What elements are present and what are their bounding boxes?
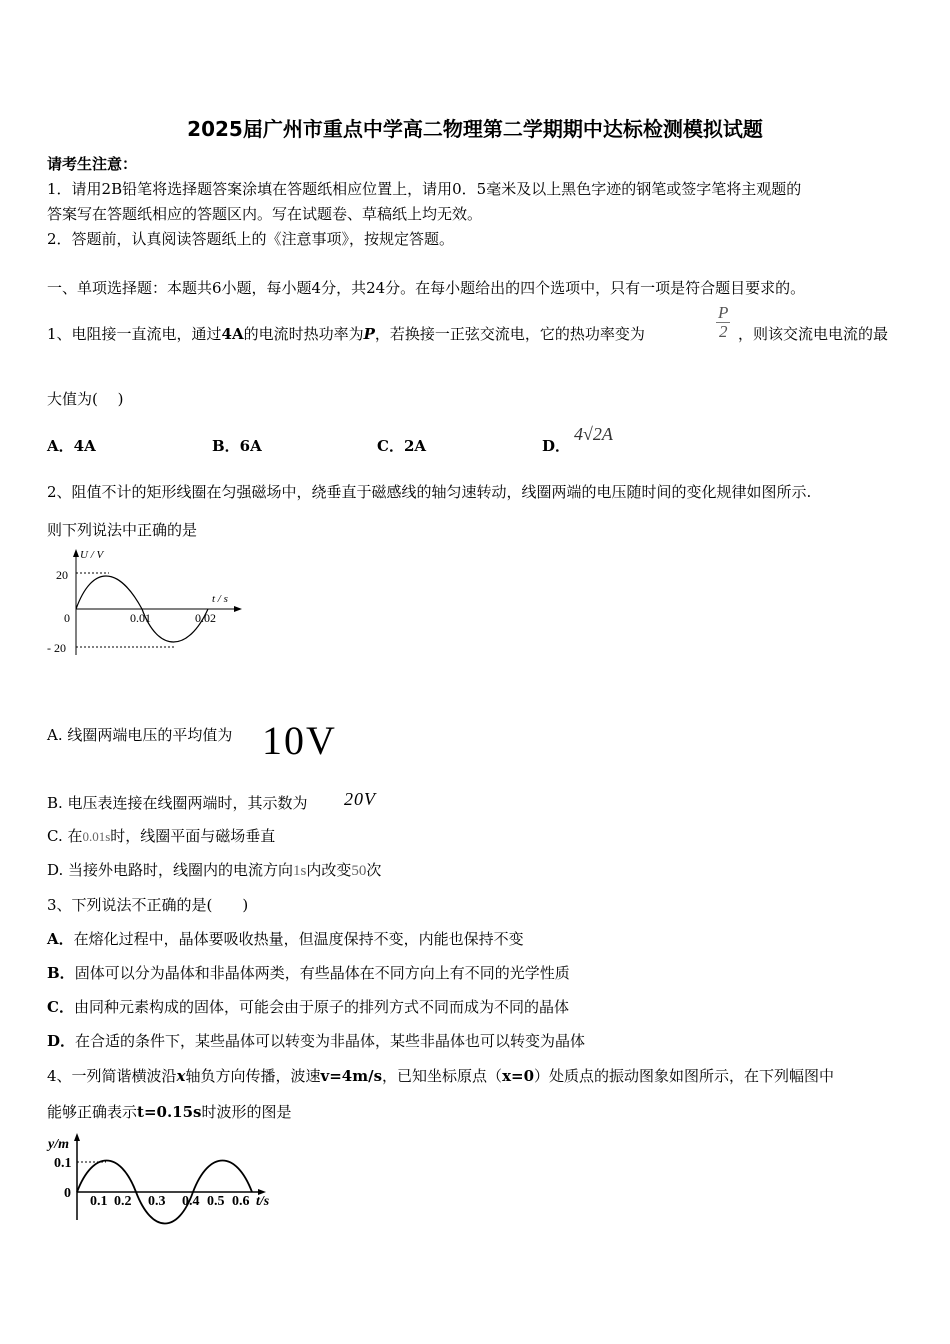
q4-y-top: 0.1 <box>54 1156 72 1171</box>
q4-x: x <box>176 1067 186 1085</box>
q4-line2b: 时波形的图是 <box>201 1103 292 1121</box>
q2-option-a-value: 10V <box>262 718 337 763</box>
q2-x-label: t / s <box>212 593 228 605</box>
q4-text-d: ）处质点的振动图象如图所示，在下列幅图中 <box>534 1067 835 1085</box>
q2-x-tick-1: 0.01 <box>130 611 151 625</box>
q2-option-a: A. 线圈两端电压的平均值为 <box>47 726 233 744</box>
q2-option-c <box>47 825 275 846</box>
q3-option-c <box>47 996 569 1017</box>
q4-x-label: t/s <box>256 1194 270 1209</box>
q1-text-a: 1、电阻接一直流电，通过 <box>47 325 222 343</box>
q2-voltage-graph <box>40 545 250 665</box>
q4-x0: x=0 <box>502 1067 535 1085</box>
notice-line-2: 2．答题前，认真阅读答题纸上的《注意事项》，按规定答题。 <box>47 230 455 248</box>
q2-origin: 0 <box>64 611 70 625</box>
q4-speed: v=4m/s <box>320 1067 383 1085</box>
page-title: 2025届广州市重点中学高二物理第二学期期中达标检测模拟试题 <box>187 117 763 141</box>
q4-vibration-graph <box>40 1130 290 1225</box>
q2-y-bottom: - 20 <box>47 641 66 655</box>
q1-frac-den: 2 <box>718 322 728 341</box>
q1-text-b: 的电流时热功率为 <box>243 325 364 343</box>
q4-text-c: ，已知坐标原点（ <box>382 1067 503 1085</box>
q1-option-b: B．6A <box>212 437 262 455</box>
q2-option-d-mid: 内改变 <box>306 861 352 879</box>
q4-time: t=0.15s <box>137 1103 202 1121</box>
q4-text-b: 轴负方向传播，波速 <box>185 1067 321 1085</box>
q4-stem-line-2 <box>47 1101 292 1122</box>
q2-stem-line-2: 则下列说法中正确的是 <box>47 521 198 539</box>
q2-option-b: B. 电压表连接在线圈两端时，其示数为 <box>47 794 308 812</box>
notice-line-1a: 1．请用2B铅笔将选择题答案涂填在答题纸相应位置上，请用0．5毫米及以上黑色字迹的钢笔或签字笔将主观题的 <box>47 180 802 198</box>
q4-origin: 0 <box>64 1186 71 1201</box>
notice-heading: 请考生注意： <box>47 155 138 173</box>
q2-option-d-value-2: 50 <box>351 863 367 879</box>
q2-option-d-value-1: 1s <box>293 863 307 879</box>
q4-x-tick-5: 0.5 <box>207 1194 225 1209</box>
q2-option-b-value: 20V <box>344 789 376 809</box>
q1-option-d-value: 4√2A <box>574 424 613 444</box>
q1-stem <box>47 323 645 344</box>
q3-option-c-text: 由同种元素构成的固体，可能会由于原子的排列方式不同而成为不同的晶体 <box>73 998 569 1016</box>
q4-y-label: y/m <box>48 1137 69 1152</box>
q2-option-d-pre: D. 当接外电路时，线圈内的电流方向 <box>47 861 294 879</box>
q1-option-d-label: D． <box>542 437 571 455</box>
q4-line2a: 能够正确表示 <box>47 1103 138 1121</box>
q3-option-d-label: D． <box>47 1032 76 1050</box>
q1-text-c: ，若换接一正弦交流电，它的热功率变为 <box>374 325 645 343</box>
q2-stem-line-1: 2、阻值不计的矩形线圈在匀强磁场中，绕垂直于磁感线的轴匀速转动，线圈两端的电压随时间的变化规律如图所示. <box>47 483 812 501</box>
q1-option-c: C．2A <box>377 437 427 455</box>
q4-x-tick-2: 0.2 <box>114 1194 132 1209</box>
q4-x-tick-3: 0.3 <box>148 1194 166 1209</box>
q1-power: P <box>363 325 375 343</box>
q1-option-a: A．4A <box>47 437 96 455</box>
q2-option-d <box>47 859 381 880</box>
q3-option-a-label: A． <box>47 930 74 948</box>
q1-frac-num: P <box>718 303 729 322</box>
q3-option-b-text: 固体可以分为晶体和非晶体两类，有些晶体在不同方向上有不同的光学性质 <box>74 964 570 982</box>
section-heading: 一、单项选择题：本题共6小题，每小题4分，共24分。在每小题给出的四个选项中，只有一项是符合题目要求的。 <box>47 279 806 297</box>
q2-option-c-value: 0.01s <box>82 829 111 844</box>
q3-stem: 3、下列说法不正确的是( ) <box>47 896 249 914</box>
notice-line-1b: 答案写在答题纸相应的答题区内。写在试题卷、草稿纸上均无效。 <box>47 205 483 223</box>
q3-option-d-text: 在合适的条件下，某些晶体可以转变为非晶体，某些非晶体也可以转变为晶体 <box>75 1032 586 1050</box>
q2-y-arrow <box>73 549 79 557</box>
q2-x-tick-2: 0.02 <box>195 611 216 625</box>
q4-stem-line-1 <box>47 1065 834 1086</box>
q4-x-tick-4: 0.4 <box>182 1194 200 1209</box>
q4-y-arrow <box>74 1133 80 1141</box>
q2-option-c-post: 时，线圈平面与磁场垂直 <box>110 827 276 845</box>
q3-option-d <box>47 1030 585 1051</box>
q3-option-c-label: C． <box>47 998 74 1016</box>
q3-option-b <box>47 962 570 983</box>
q4-x-tick-6: 0.6 <box>232 1194 250 1209</box>
q3-option-a <box>47 928 524 949</box>
q2-x-arrow <box>234 606 242 612</box>
q2-y-label: U / V <box>80 549 104 561</box>
q2-option-d-post: 次 <box>366 861 382 879</box>
q3-option-b-label: B． <box>47 964 75 982</box>
q1-current: 4A <box>221 325 244 343</box>
q4-x-tick-1: 0.1 <box>90 1194 108 1209</box>
q4-text-a: 4、一列简谐横波沿 <box>47 1067 177 1085</box>
q3-option-a-text: 在熔化过程中，晶体要吸收热量，但温度保持不变，内能也保持不变 <box>73 930 524 948</box>
q1-fraction <box>716 304 730 341</box>
q1-text-d: ，则该交流电电流的最 <box>738 325 889 343</box>
q1-line-2: 大值为( ) <box>47 390 124 408</box>
q2-y-top: 20 <box>56 568 68 582</box>
q2-option-c-pre: C. 在 <box>47 827 83 845</box>
